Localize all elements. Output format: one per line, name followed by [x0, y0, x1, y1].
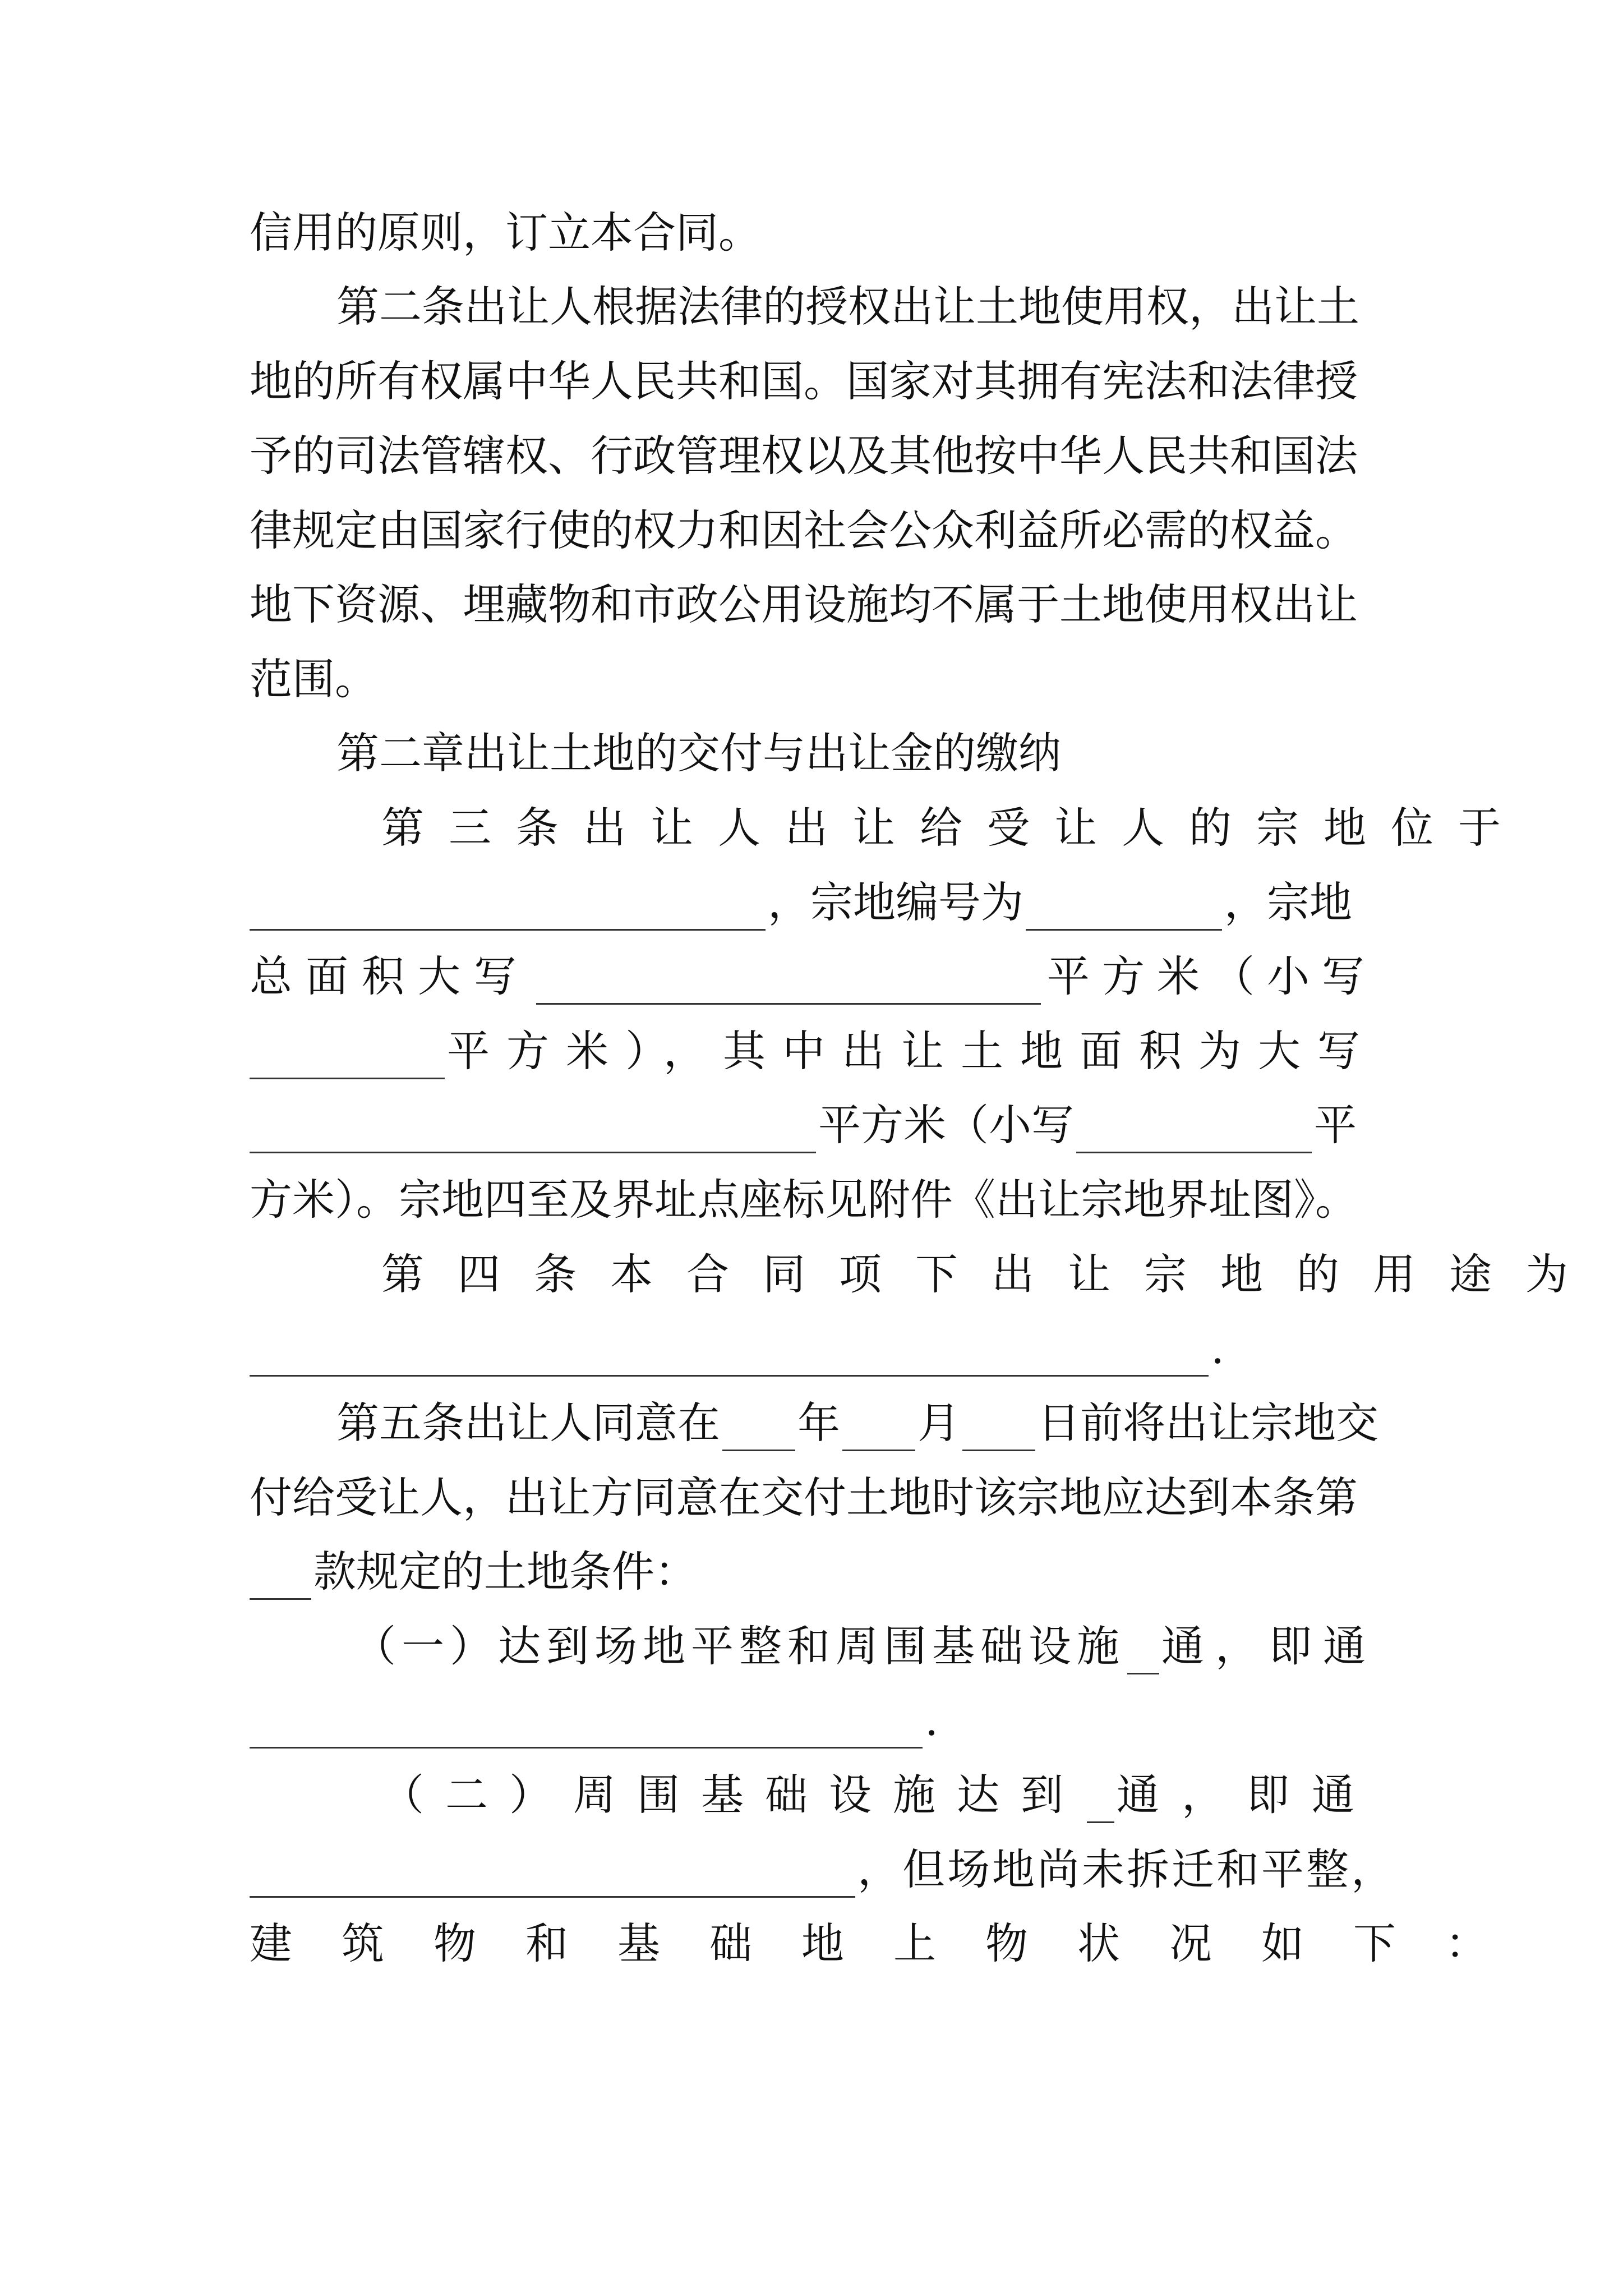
condition-1-detail-blank — [250, 1708, 923, 1749]
text-fragment: 款规定的土地条件： — [313, 1547, 697, 1596]
total-area-label: 总面积大写 — [250, 951, 530, 1001]
text-fragment: 日前将出让宗地交 — [1038, 1398, 1378, 1448]
text-line — [250, 875, 1352, 931]
text-fragment: 建筑物和基础地上物状况如下： — [250, 1918, 1537, 1968]
year-blank — [722, 1410, 795, 1451]
chapter-2-heading: 第二章出让土地的交付与出让金的缴纳 — [336, 728, 1061, 778]
text-line — [250, 1097, 1357, 1153]
condition-2-count-blank — [1087, 1782, 1114, 1823]
total-area-words-blank — [536, 964, 1041, 1005]
text-fragment: 通，即通 — [1161, 1621, 1377, 1671]
text-fragment: 平 — [1314, 1100, 1357, 1150]
clause-5-line — [336, 1395, 1378, 1451]
total-area-number-blank — [250, 1038, 445, 1079]
text-line — [250, 1916, 1537, 1972]
text-line: 予的司法管辖权、行政管理权以及其他按中华人民共和国法 — [250, 431, 1358, 481]
text-line — [250, 1842, 1396, 1898]
condition-2-text: （二）周围基础设施达到 — [381, 1770, 1085, 1820]
condition-1-text: （一）达到场地平整和周围基础设施 — [353, 1621, 1125, 1671]
clause-3-text: 第三条出让人出让给受让人的宗地位于 — [381, 803, 1525, 853]
text-line — [250, 1544, 697, 1600]
clause-4-text: 第四条本合同项下出让宗地的用途为 — [381, 1249, 1602, 1299]
clause-2-line: 第二条出让人根据法律的授权出让土地使用权，出让土 — [336, 282, 1359, 332]
transfer-area-label: 平方米），其中出让土地面积为大写 — [447, 1026, 1377, 1076]
clause-5-text: 第五条出让人同意在 — [336, 1398, 720, 1448]
transfer-area-number-blank — [1076, 1112, 1312, 1153]
text-fragment: . — [1211, 1323, 1225, 1373]
year-label: 年 — [797, 1398, 840, 1448]
condition-1-count-blank — [1127, 1634, 1159, 1674]
total-area-unit: 平方米（小写 — [1047, 951, 1377, 1001]
transfer-area-words-blank — [250, 1112, 816, 1153]
text-fragment: 通，即通 — [1117, 1770, 1377, 1820]
location-blank — [250, 890, 766, 931]
text-line: 地下资源、埋藏物和市政公用设施均不属于土地使用权出让 — [250, 579, 1358, 629]
parcel-number-blank — [1026, 890, 1222, 931]
clause-3-line — [381, 800, 1525, 856]
transfer-area-unit: 平方米（小写 — [818, 1100, 1074, 1150]
text-line — [250, 1320, 1224, 1377]
condition-2-detail-blank — [250, 1857, 855, 1898]
transfer-area-line — [250, 1023, 1377, 1079]
condition-2-line — [381, 1767, 1377, 1823]
total-area-line — [250, 949, 1377, 1005]
text-fragment: . — [925, 1695, 939, 1745]
text-line: 信用的原则，订立本合同。 — [250, 208, 761, 257]
text-line: 付给受让人，出让方同意在交付土地时该宗地应达到本条第 — [250, 1473, 1358, 1522]
clause-4-line — [381, 1246, 1602, 1303]
land-use-blank — [250, 1336, 1209, 1377]
text-line: 范围。 — [250, 654, 377, 704]
text-line: 律规定由国家行使的权力和因社会公众利益所必需的权益。 — [250, 505, 1358, 555]
text-fragment: ，但场地尚未拆迁和平整， — [857, 1844, 1396, 1894]
condition-1-line — [353, 1618, 1377, 1674]
text-line: 方米）。宗地四至及界址点座标见附件《出让宗地界址图》。 — [250, 1175, 1358, 1225]
parcel-number-label: ，宗地编号为 — [768, 877, 1023, 927]
day-blank — [962, 1410, 1035, 1451]
text-line — [250, 1692, 938, 1749]
month-blank — [842, 1410, 915, 1451]
text-line: 地的所有权属中华人民共和国。国家对其拥有宪法和法律授 — [250, 356, 1358, 406]
clause-item-blank — [250, 1559, 311, 1600]
month-label: 月 — [917, 1398, 960, 1448]
text-fragment: ，宗地 — [1224, 877, 1352, 927]
